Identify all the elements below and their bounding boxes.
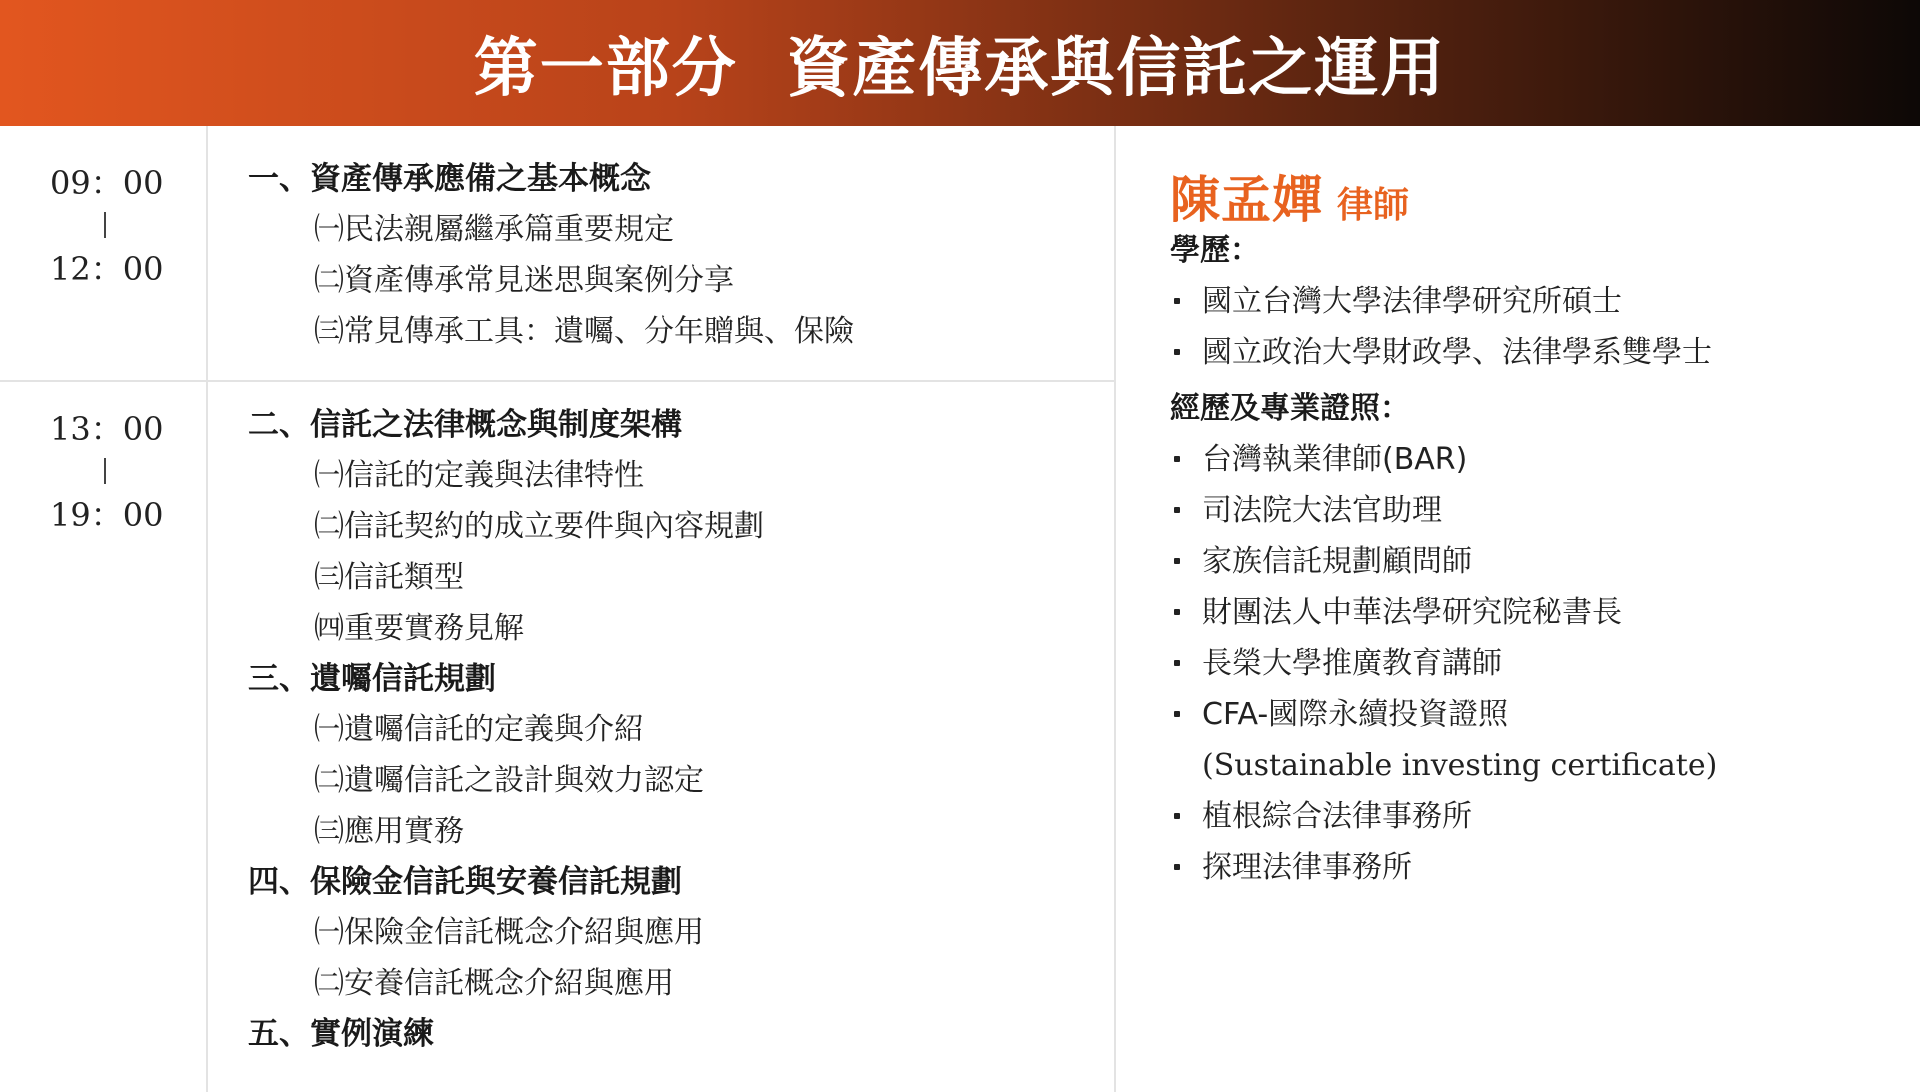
bullet-icon [1174,813,1180,819]
experience-item: 財團法人中華法學研究院秘書長 [1170,587,1890,638]
experience-item: 台灣執業律師(BAR) [1170,434,1890,485]
topic-heading: 一、資產傳承應備之基本概念 [248,161,651,197]
education-heading: 學歷： [1170,233,1260,268]
experience-item: 家族信託規劃顧問師 [1170,536,1890,587]
bullet-icon [1174,864,1180,870]
topic-heading: 二、信託之法律概念與制度架構 [248,407,682,443]
bullet-icon [1174,507,1180,513]
topic-subitem: ㈢信託類型 [314,560,464,595]
experience-item: 探理法律事務所 [1170,842,1890,893]
topic-heading: 五、實例演練 [248,1016,434,1052]
topic-subitem: ㈣重要實務見解 [314,611,524,646]
topic-list [248,400,764,1059]
topic-subitem: ㈢常見傳承工具：遺囑、分年贈與、保險 [314,314,854,349]
topic-subitem: ㈢應用實務 [314,814,464,849]
experience-item: 司法院大法官助理 [1170,485,1890,536]
session-afternoon [0,382,1114,1092]
topic-heading: 四、保險金信託與安養信託規劃 [248,864,682,900]
bullet-icon [1174,349,1180,355]
speaker-panel [1170,160,1890,893]
session-morning [0,126,1114,382]
speaker-name-row [1170,160,1890,229]
end-time: 19：00 [50,496,164,534]
topic-subitem: ㈡資產傳承常見迷思與案例分享 [314,263,734,298]
topic-subitem: ㈡安養信託概念介紹與應用 [314,966,674,1001]
experience-heading: 經歷及專業證照： [1170,391,1410,426]
topic-subitem: ㈠民法親屬繼承篇重要規定 [314,212,674,247]
experience-item: 植根綜合法律事務所 [1170,791,1890,842]
bullet-icon [1174,298,1180,304]
bullet-icon [1174,558,1180,564]
speaker-name: 陳孟嬋 [1170,171,1323,229]
topic-subitem: ㈡遺囑信託之設計與效力認定 [314,763,704,798]
time-separator [104,212,106,238]
education-item: 國立政治大學財政學、法律學系雙學士 [1170,327,1890,378]
bullet-icon [1174,609,1180,615]
topic-subitem: ㈡信託契約的成立要件與內容規劃 [314,509,764,544]
topic-heading: 三、遺囑信託規劃 [248,661,496,697]
title-banner [0,0,1920,126]
time-separator [104,458,106,484]
start-time: 09：00 [50,164,164,202]
experience-item: CFA-國際永續投資證照 [1170,689,1890,740]
schedule-table [0,126,1116,1092]
end-time: 12：00 [50,250,164,288]
experience-item: 長榮大學推廣教育講師 [1170,638,1890,689]
time-column [0,126,208,380]
time-column [0,382,208,1092]
bullet-icon [1174,456,1180,462]
bullet-icon [1174,660,1180,666]
education-item: 國立台灣大學法律學研究所碩士 [1170,276,1890,327]
experience-item-note: (Sustainable investing certificate) [1202,748,1718,783]
start-time: 13：00 [50,410,164,448]
topic-subitem: ㈠遺囑信託的定義與介紹 [314,712,644,747]
speaker-title: 律師 [1337,185,1410,226]
topic-subitem: ㈠信託的定義與法律特性 [314,458,644,493]
page-title: 第一部分 資產傳承與信託之運用 [473,32,1447,106]
topic-subitem: ㈠保險金信託概念介紹與應用 [314,915,704,950]
bullet-icon [1174,711,1180,717]
topic-list [248,154,854,357]
